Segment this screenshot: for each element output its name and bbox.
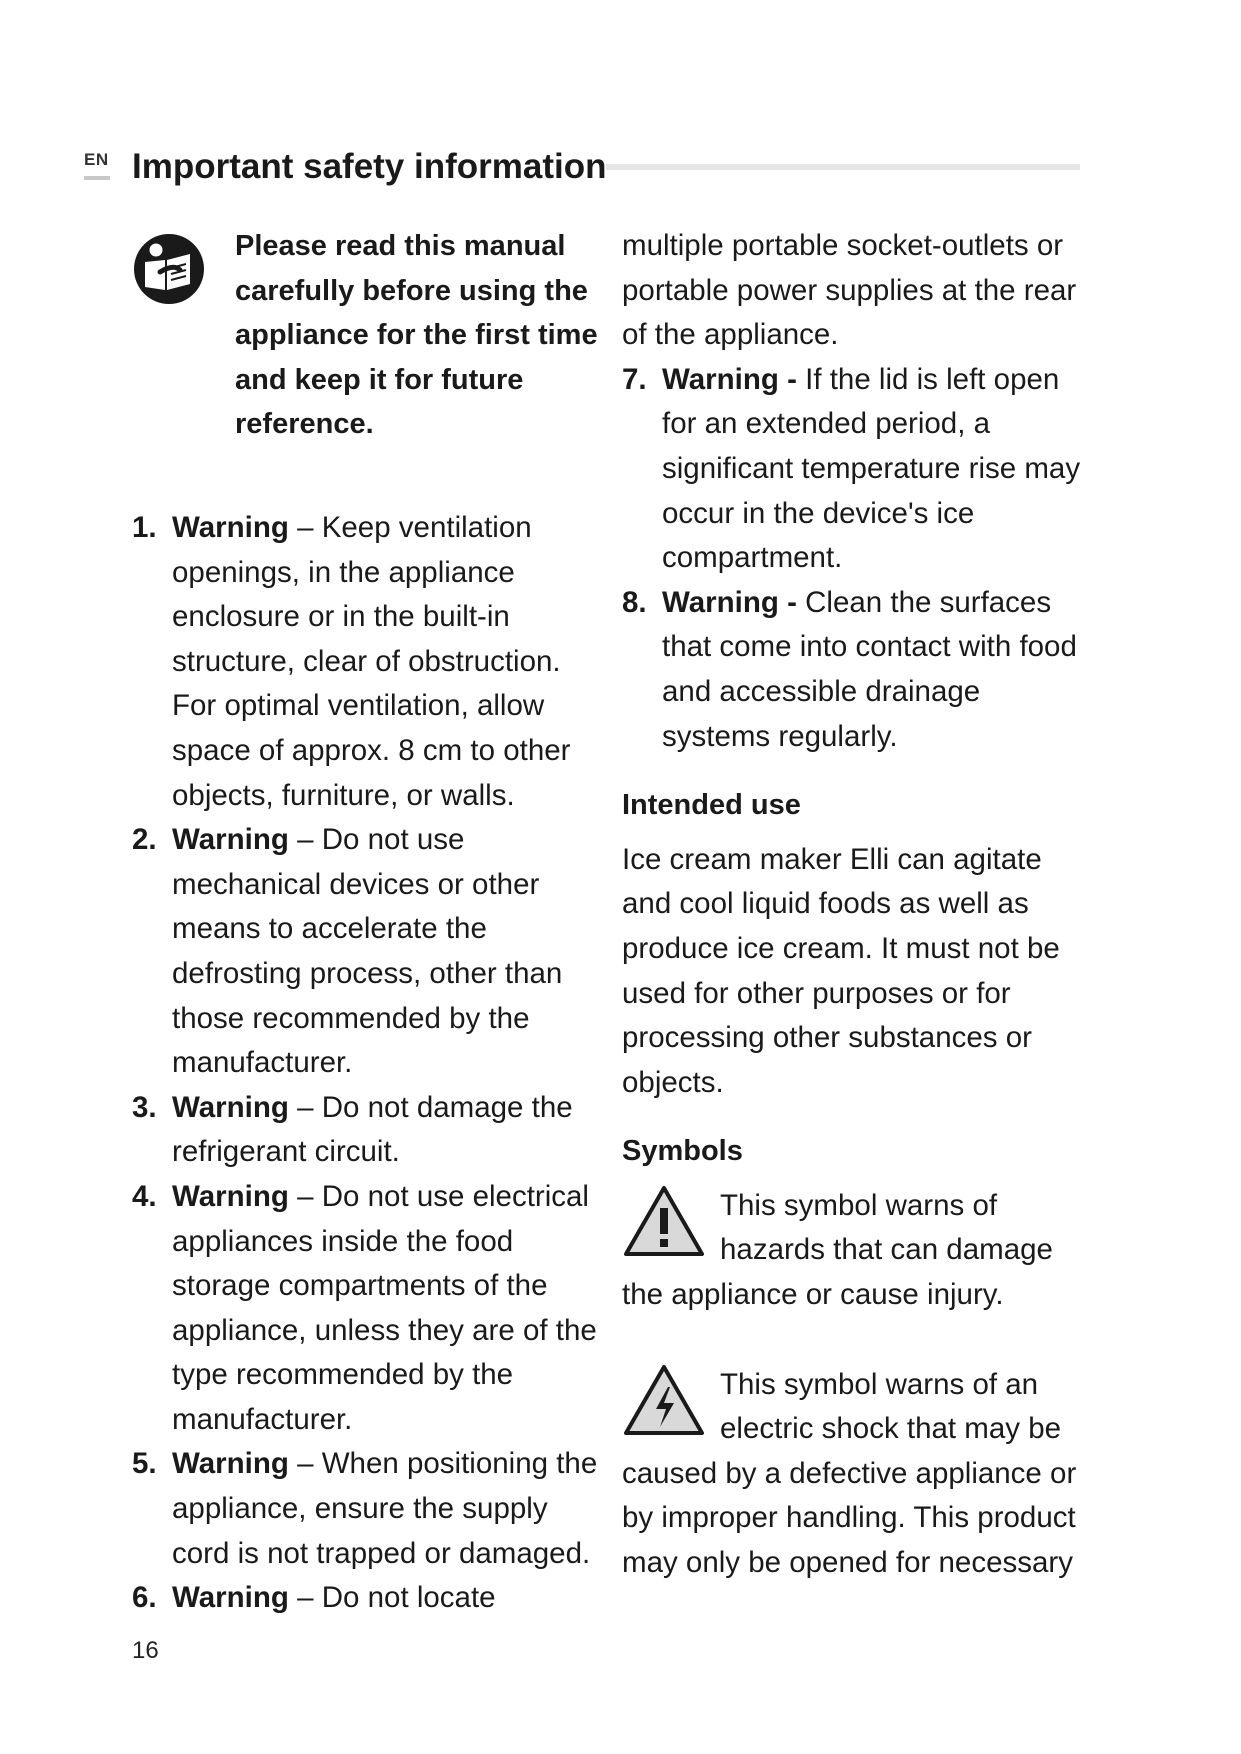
warning-text: When positioning the appliance, ensure the supply cord is not trapped or damaged. [172,1447,598,1570]
intro-text: Please read this manual carefully before using the appliance for the first time and keep it for future reference. [235,230,598,441]
warning-label: Warning [172,511,289,544]
warning-label: Warning - [662,585,797,619]
symbol-electric-shock [622,1363,1092,1586]
item-number: 7. [622,362,647,396]
item-number: 2. [132,823,157,857]
list-item [132,506,602,818]
warning-label: Warning [172,823,289,857]
separator [797,586,805,619]
symbols-heading: Symbols [622,1135,743,1168]
warnings-list-right [622,358,1092,759]
separator: – [288,1179,322,1213]
warning-text: If the lid is left open for an extended period, a significant temperature rise may occur in the device's ice compartment. [662,362,1081,575]
warning-label: Warning - [662,362,797,396]
symbol-warning [622,1184,1092,1318]
warning-text: Clean the surfaces that come into contact with food and accessible drainage systems regularly. [662,585,1077,753]
symbol-description: This symbol warns of an electric shock that may be caused by a defective appliance or by improper handling. This product may only be opened for necessary [622,1367,1077,1580]
warning-text: Do not locate [321,1581,496,1615]
list-item [132,1086,602,1175]
separator: – [288,823,322,857]
warning-6-continued: multiple portable socket-outlets or portable power supplies at the rear of the appliance. [622,229,1077,352]
intended-use-text: Ice cream maker Elli can agitate and cool liquid foods as well as produce ice cream. It must not be used for other purposes or for processing other substances or objects. [622,842,1060,1099]
warning-text: Keep ventilation openings, in the appliance enclosure or in the built-in structure, clear of obstruction. For optimal ventilation, allow space of approx. 8 cm to other objects, furniture, or walls. [172,511,571,812]
list-item [132,1576,602,1621]
electric-shock-triangle-icon [622,1363,706,1437]
warning-triangle-icon [622,1184,706,1258]
list-item [622,358,1092,581]
separator: – [288,511,322,544]
warnings-list-left [132,506,602,1621]
item-number: 8. [622,585,647,619]
list-item [132,818,602,1086]
page-number: 16 [132,1637,159,1664]
item-number: 1. [132,511,157,544]
symbol-description: This symbol warns of hazards that can damage the appliance or cause injury. [622,1188,1053,1312]
language-code: EN [84,150,109,169]
list-item [132,1175,602,1443]
intro-block [132,224,602,506]
warning-label: Warning [172,1179,289,1213]
warning-text: Do not damage the refrigerant circuit. [172,1090,573,1169]
item-number: 3. [132,1090,157,1124]
warning-text: Do not use electrical appliances inside the food storage compartments of the appliance, unless they are of the type recommended by the manufacturer. [172,1179,597,1436]
warning-label: Warning [172,1581,289,1615]
intended-use-heading: Intended use [622,789,801,822]
right-column [622,224,1092,1586]
read-manual-icon [132,232,206,306]
left-column [132,224,602,1621]
item-number: 4. [132,1179,157,1213]
separator: – [288,1581,322,1615]
warning-text: Do not use mechanical devices or other means to accelerate the defrosting process, other than those recommended by the manufacturer. [172,823,563,1080]
language-underline [84,176,110,180]
list-item [132,1442,602,1576]
separator: – [288,1447,322,1481]
item-number: 6. [132,1581,157,1615]
separator [797,363,805,396]
warning-label: Warning [172,1447,289,1481]
warning-label: Warning [172,1090,289,1124]
list-item [622,581,1092,759]
separator: – [288,1090,322,1124]
title-rule [606,164,1080,170]
item-number: 5. [132,1447,157,1481]
page-title: Important safety information [132,147,607,186]
